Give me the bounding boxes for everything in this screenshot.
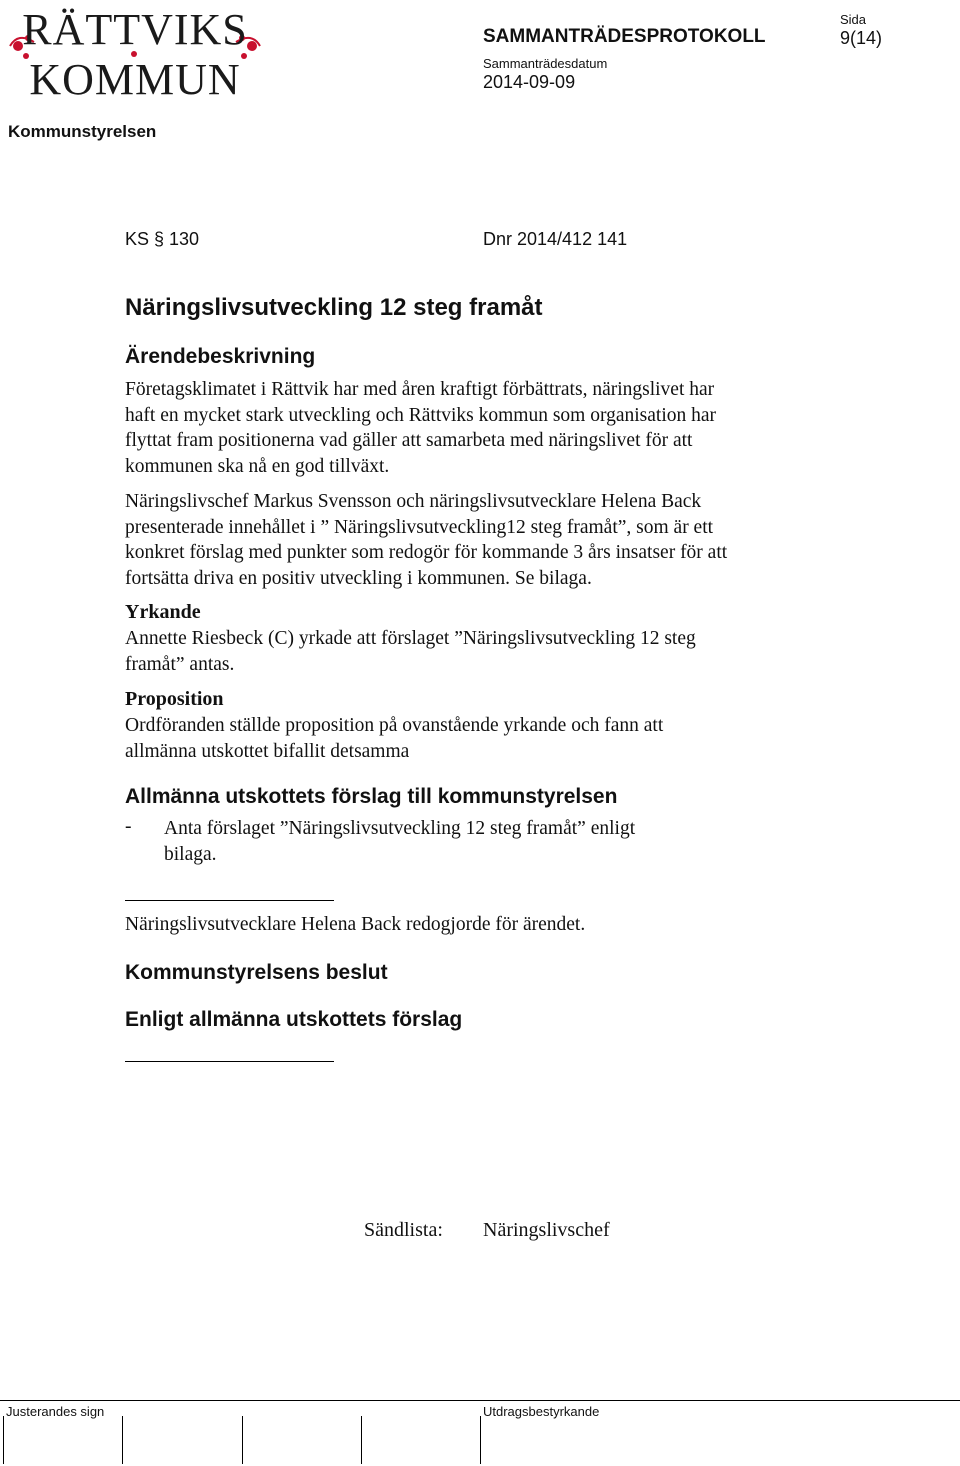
signature-box-divider (242, 1416, 243, 1464)
au-forslag-bullet-text (164, 816, 635, 867)
logo-line1: RÄTTVIKS (22, 5, 248, 54)
signature-box-divider (361, 1416, 362, 1464)
au-forslag-heading: Allmänna utskottets förslag till kommunstyrelsen (125, 785, 618, 808)
text-line: haft en mycket stark utveckling och Rättviks kommun som organisation har (125, 404, 717, 426)
protocol-title: SAMMANTRÄDESPROTOKOLL (483, 26, 766, 47)
justerandes-sign-label: Justerandes sign (6, 1404, 105, 1419)
text-line: Anta förslaget ”Näringslivsutveckling 12 steg framåt” enligt (164, 818, 636, 839)
beslut-text: Enligt allmänna utskottets förslag (125, 1008, 463, 1031)
text-line: presenterade innehållet i ” Näringslivsutveckling12 steg framåt”, som är ett (125, 516, 714, 538)
logo-line2: KOMMUN (29, 55, 241, 102)
text-line: kommunen ska nå en god tillväxt. (125, 455, 390, 477)
meeting-date-label: Sammanträdesdatum (483, 56, 608, 71)
text-line: Företagsklimatet i Rättvik har med åren kraftigt förbättrats, näringslivet har (125, 379, 715, 400)
text-line: flyttat fram positionerna vad gäller att samarbeta med näringslivet för att (125, 430, 693, 451)
page-number: 9(14) (840, 28, 883, 48)
signature-box-divider (480, 1416, 481, 1464)
arendebeskrivning-paragraph-2 (125, 489, 825, 591)
separator-line (125, 1061, 334, 1062)
yrkande-heading: Yrkande (125, 601, 201, 623)
meeting-date-value: 2014-09-09 (483, 72, 576, 92)
rattviks-kommun-logo (4, 2, 266, 102)
arendebeskrivning-heading: Ärendebeskrivning (125, 345, 316, 368)
sandlista-value: Näringslivschef (483, 1219, 610, 1241)
arendebeskrivning-paragraph-1 (125, 377, 825, 479)
text-line: bilaga. (164, 843, 217, 865)
signature-box-divider (3, 1416, 4, 1464)
text-line: fortsätta driva en positiv utveckling i kommunen. Se bilaga. (125, 567, 592, 589)
beslut-heading: Kommunstyrelsens beslut (125, 961, 388, 984)
bullet-dash: - (125, 816, 132, 837)
proposition-text (125, 713, 825, 764)
redogjorde-text: Näringslivsutvecklare Helena Back redogjorde för ärendet. (125, 914, 586, 935)
text-line: Ordföranden ställde proposition på ovanstående yrkande och fann att (125, 715, 664, 736)
signature-box-divider (122, 1416, 123, 1464)
yrkande-text (125, 626, 825, 677)
text-line: framåt” antas. (125, 653, 235, 675)
text-line: Annette Riesbeck (C) yrkade att förslaget ”Näringslivsutveckling 12 steg (125, 628, 696, 649)
case-title: Näringslivsutveckling 12 steg framåt (125, 294, 543, 321)
diary-number: Dnr 2014/412 141 (483, 229, 628, 249)
text-line: Näringslivschef Markus Svensson och näringslivsutvecklare Helena Back (125, 491, 702, 512)
text-line: konkret förslag med punkter som redogör för kommande 3 års insatser för att (125, 542, 728, 563)
board-name: Kommunstyrelsen (8, 122, 157, 141)
case-number: KS § 130 (125, 229, 200, 249)
sandlista-label: Sändlista: (364, 1219, 443, 1241)
signature-footer (0, 1400, 960, 1466)
utdragsbestyrkande-label: Utdragsbestyrkande (483, 1404, 600, 1419)
footer-top-rule (0, 1400, 960, 1401)
page-label: Sida (840, 12, 867, 27)
separator-line (125, 900, 334, 901)
proposition-heading: Proposition (125, 688, 224, 710)
text-line: allmänna utskottet bifallit detsamma (125, 740, 410, 762)
